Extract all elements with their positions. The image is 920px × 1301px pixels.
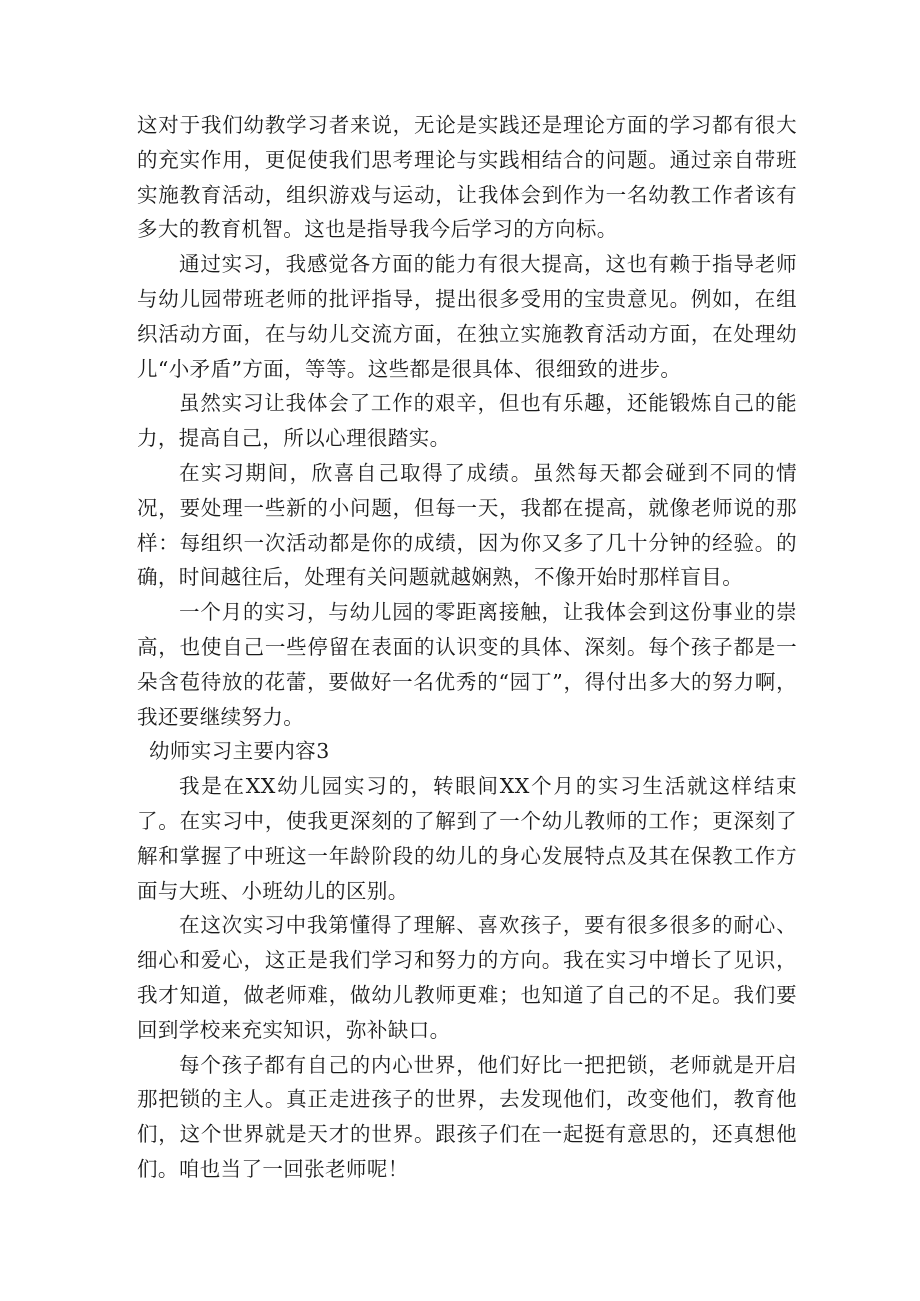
paragraph-8: 每个孩子都有自己的内心世界，他们好比一把把锁，老师就是开启那把锁的主人。真正走进孩子的世界，去发现他们，改变他们，教育他们，这个世界就是天才的世界。跟孩子们在一起挺有意思的，还真想他们。咱也当了一回张老师呢！ [137, 1052, 797, 1181]
paragraph-7: 在这次实习中我第懂得了理解、喜欢孩子，要有很多很多的耐心、细心和爱心，这正是我们学习和努力的方向。我在实习中增长了见识，我才知道，做老师难，做幼儿教师更难；也知道了自己的不足。我们要回到学校来充实知识，弥补缺口。 [137, 913, 797, 1042]
paragraph-3: 虽然实习让我体会了工作的艰辛，但也有乐趣，还能锻炼自己的能力，提高自己，所以心理很踏实。 [137, 391, 797, 451]
paragraph-5: 一个月的实习，与幼儿园的零距离接触，让我体会到这份事业的崇高，也使自己一些停留在表面的认识变的具体、深刻。每个孩子都是一朵含苞待放的花蕾，要做好一名优秀的“园丁”，得付出多大的努力啊，我还要继续努力。 [137, 600, 797, 729]
paragraph-2: 通过实习，我感觉各方面的能力有很大提高，这也有赖于指导老师与幼儿园带班老师的批评指导，提出很多受用的宝贵意见。例如，在组织活动方面，在与幼儿交流方面，在独立实施教育活动方面，在处理幼儿“小矛盾”方面，等等。这些都是很具体、很细致的进步。 [137, 252, 797, 381]
paragraph-4: 在实习期间，欣喜自己取得了成绩。虽然每天都会碰到不同的情况，要处理一些新的小问题，但每一天，我都在提高，就像老师说的那样：每组织一次活动都是你的成绩，因为你又多了几十分钟的经验。的确，时间越往后，处理有关问题就越娴熟，不像开始时那样盲目。 [137, 460, 797, 590]
paragraph-6: 我是在XX幼儿园实习的，转眼间XX个月的实习生活就这样结束了。在实习中，使我更深刻的了解到了一个幼儿教师的工作；更深刻了解和掌握了中班这一年龄阶段的幼儿的身心发展特点及其在保教工作方面与大班、小班幼儿的区别。 [137, 774, 797, 903]
paragraph-1: 这对于我们幼教学习者来说，无论是实践还是理论方面的学习都有很大的充实作用，更促使我们思考理论与实践相结合的问题。通过亲自带班实施教育活动，组织游戏与运动，让我体会到作为一名幼教工作者该有多大的教育机智。这也是指导我今后学习的方向标。 [137, 113, 797, 242]
document-page [137, 108, 797, 1187]
section-heading: 幼师实习主要内容3 [149, 739, 330, 764]
